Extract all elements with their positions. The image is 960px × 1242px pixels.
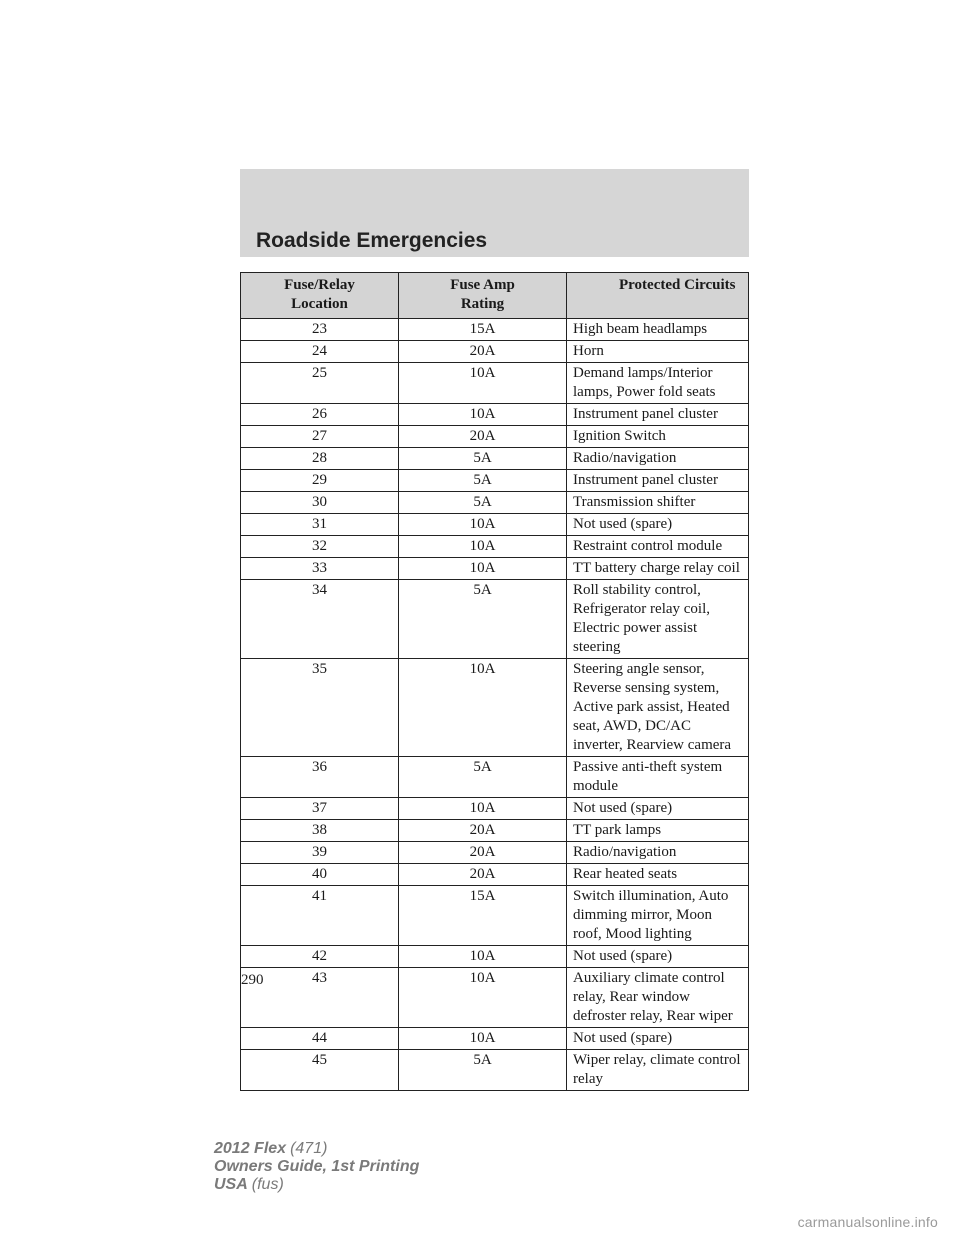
- cell-fuse-location: 43: [241, 968, 399, 1028]
- cell-fuse-location: 29: [241, 470, 399, 492]
- cell-amp-rating: 5A: [399, 448, 567, 470]
- table-row: [241, 319, 749, 341]
- cell-protected-circuits: Demand lamps/Interior lamps, Power fold seats: [567, 363, 749, 404]
- cell-amp-rating: 20A: [399, 820, 567, 842]
- cell-fuse-location: 24: [241, 341, 399, 363]
- footer-line-1: [214, 1140, 419, 1158]
- footer-model: 2012 Flex: [214, 1140, 287, 1157]
- cell-fuse-location: 27: [241, 426, 399, 448]
- column-header-location: Fuse/Relay Location: [241, 273, 399, 319]
- table-row: [241, 842, 749, 864]
- table-row: [241, 470, 749, 492]
- cell-protected-circuits: Not used (spare): [567, 514, 749, 536]
- table-row: [241, 757, 749, 798]
- cell-fuse-location: 38: [241, 820, 399, 842]
- table-row: [241, 820, 749, 842]
- cell-fuse-location: 45: [241, 1050, 399, 1091]
- column-header-amp-rating: Fuse Amp Rating: [399, 273, 567, 319]
- cell-protected-circuits: TT park lamps: [567, 820, 749, 842]
- table-row: [241, 448, 749, 470]
- cell-amp-rating: 10A: [399, 1028, 567, 1050]
- table-row: [241, 798, 749, 820]
- cell-protected-circuits: Steering angle sensor, Reverse sensing system, Active park assist, Heated seat, AWD, DC/AC inverter, Rearview camera: [567, 659, 749, 757]
- footer-guide: Owners Guide, 1st Printing: [214, 1158, 420, 1175]
- footer-code: (471): [290, 1140, 328, 1157]
- table-row: [241, 886, 749, 946]
- cell-fuse-location: 37: [241, 798, 399, 820]
- cell-protected-circuits: Transmission shifter: [567, 492, 749, 514]
- cell-fuse-location: 32: [241, 536, 399, 558]
- table-row: [241, 946, 749, 968]
- table-row: [241, 968, 749, 1028]
- cell-protected-circuits: High beam headlamps: [567, 319, 749, 341]
- cell-amp-rating: 5A: [399, 470, 567, 492]
- footer-line-3: [214, 1176, 419, 1194]
- cell-amp-rating: 10A: [399, 798, 567, 820]
- cell-amp-rating: 20A: [399, 842, 567, 864]
- cell-fuse-location: 23: [241, 319, 399, 341]
- cell-fuse-location: 30: [241, 492, 399, 514]
- cell-protected-circuits: Ignition Switch: [567, 426, 749, 448]
- cell-amp-rating: 10A: [399, 404, 567, 426]
- cell-protected-circuits: Not used (spare): [567, 1028, 749, 1050]
- cell-amp-rating: 5A: [399, 492, 567, 514]
- cell-protected-circuits: Radio/navigation: [567, 842, 749, 864]
- table-row: [241, 1050, 749, 1091]
- table-row: [241, 514, 749, 536]
- cell-protected-circuits: Horn: [567, 341, 749, 363]
- cell-amp-rating: 10A: [399, 946, 567, 968]
- fuse-table: [240, 272, 749, 1091]
- cell-fuse-location: 39: [241, 842, 399, 864]
- table-row: [241, 659, 749, 757]
- cell-amp-rating: 5A: [399, 580, 567, 659]
- footer-line-2: [214, 1158, 419, 1176]
- cell-fuse-location: 28: [241, 448, 399, 470]
- fuse-table-body: [241, 319, 749, 1091]
- table-row: [241, 404, 749, 426]
- table-row: [241, 363, 749, 404]
- print-footer: [214, 1140, 419, 1194]
- cell-protected-circuits: Not used (spare): [567, 946, 749, 968]
- cell-fuse-location: 31: [241, 514, 399, 536]
- table-row: [241, 1028, 749, 1050]
- cell-fuse-location: 42: [241, 946, 399, 968]
- table-row: [241, 341, 749, 363]
- cell-amp-rating: 10A: [399, 514, 567, 536]
- watermark-text: carmanualsonline.info: [797, 1214, 938, 1230]
- cell-amp-rating: 20A: [399, 426, 567, 448]
- cell-protected-circuits: Instrument panel cluster: [567, 404, 749, 426]
- cell-amp-rating: 20A: [399, 341, 567, 363]
- cell-protected-circuits: Wiper relay, climate control relay: [567, 1050, 749, 1091]
- cell-fuse-location: 26: [241, 404, 399, 426]
- cell-protected-circuits: Instrument panel cluster: [567, 470, 749, 492]
- cell-protected-circuits: Roll stability control, Refrigerator relay coil, Electric power assist steering: [567, 580, 749, 659]
- cell-protected-circuits: Restraint control module: [567, 536, 749, 558]
- section-title: Roadside Emergencies: [256, 229, 488, 252]
- cell-protected-circuits: Radio/navigation: [567, 448, 749, 470]
- table-row: [241, 426, 749, 448]
- cell-fuse-location: 25: [241, 363, 399, 404]
- table-header-row: [241, 273, 749, 319]
- cell-amp-rating: 10A: [399, 536, 567, 558]
- footer-market-code: (fus): [251, 1176, 284, 1193]
- cell-fuse-location: 41: [241, 886, 399, 946]
- cell-fuse-location: 35: [241, 659, 399, 757]
- column-header-protected-circuits: Protected Circuits: [567, 273, 749, 319]
- cell-amp-rating: 10A: [399, 363, 567, 404]
- cell-amp-rating: 10A: [399, 968, 567, 1028]
- cell-protected-circuits: Rear heated seats: [567, 864, 749, 886]
- footer-market: USA: [214, 1176, 248, 1193]
- cell-amp-rating: 10A: [399, 659, 567, 757]
- table-row: [241, 580, 749, 659]
- cell-protected-circuits: TT battery charge relay coil: [567, 558, 749, 580]
- cell-fuse-location: 44: [241, 1028, 399, 1050]
- table-row: [241, 558, 749, 580]
- cell-amp-rating: 5A: [399, 757, 567, 798]
- cell-amp-rating: 10A: [399, 558, 567, 580]
- cell-fuse-location: 34: [241, 580, 399, 659]
- cell-amp-rating: 15A: [399, 886, 567, 946]
- page-number: 290: [241, 972, 264, 988]
- cell-protected-circuits: Switch illumination, Auto dimming mirror, Moon roof, Mood lighting: [567, 886, 749, 946]
- cell-fuse-location: 40: [241, 864, 399, 886]
- cell-fuse-location: 33: [241, 558, 399, 580]
- cell-protected-circuits: Passive anti-theft system module: [567, 757, 749, 798]
- cell-amp-rating: 20A: [399, 864, 567, 886]
- table-row: [241, 536, 749, 558]
- cell-fuse-location: 36: [241, 757, 399, 798]
- cell-protected-circuits: Auxiliary climate control relay, Rear window defroster relay, Rear wiper: [567, 968, 749, 1028]
- cell-amp-rating: 15A: [399, 319, 567, 341]
- table-row: [241, 492, 749, 514]
- cell-protected-circuits: Not used (spare): [567, 798, 749, 820]
- cell-amp-rating: 5A: [399, 1050, 567, 1091]
- table-row: [241, 864, 749, 886]
